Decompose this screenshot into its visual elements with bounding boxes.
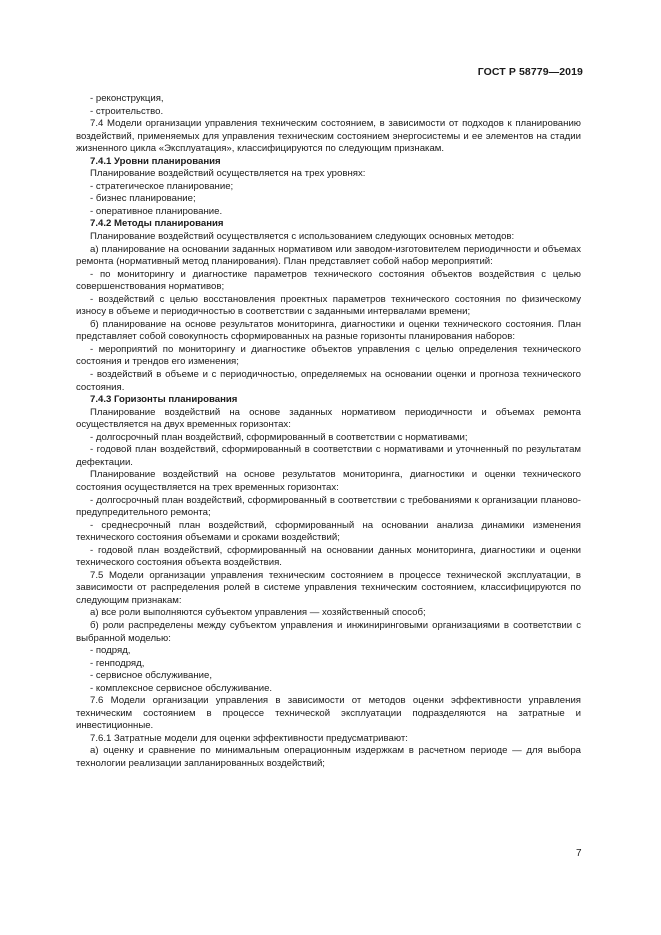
list-item: - долгосрочный план воздействий, сформированный в соответствии с требованиями к организации планово-предупредительного ремонта; bbox=[76, 494, 581, 519]
list-item: - воздействий в объеме и с периодичностью, определяемых на основании оценки и прогноза технического состояния. bbox=[76, 369, 581, 393]
list-item: - долгосрочный план воздействий, сформированный в соответствии с нормативами; bbox=[90, 431, 468, 443]
paragraph: Планирование воздействий на основе результатов мониторинга, диагностики и оценки технического состояния осуществляется на трех временных горизонтах: bbox=[76, 469, 581, 493]
section-heading: 7.4.1 Уровни планирования bbox=[90, 155, 221, 167]
paragraph: 7.5 Модели организации управления техническим состоянием в процессе технической эксплуатации, в зависимости от распределения ролей в системе управления техническим состоянием, классифицируются по следующим признакам: bbox=[76, 569, 581, 606]
paragraph: Планирование воздействий осуществляется с использованием следующих основных методов: bbox=[90, 231, 515, 243]
paragraph: 7.6 Модели организации управления в зависимости от методов оценки эффективности управления техническим состоянием в процессе технической эксплуатации подразделяются на затратные и инвестиционные. bbox=[76, 695, 581, 732]
list-item: - годовой план воздействий, сформированный на основании данных мониторинга, диагностики и оценки технического состояния объекта воздействия. bbox=[76, 544, 581, 569]
list-item: - среднесрочный план воздействий, сформированный на основании анализа динамики изменения технического состояния объемами и сроками воздействий; bbox=[76, 519, 581, 544]
list-item: - генподряд, bbox=[90, 657, 145, 669]
list-item: - бизнес планирование; bbox=[90, 193, 196, 205]
paragraph: Планирование воздействий на основе заданных нормативом периодичности и объемах ремонта осуществляется на двух временных горизонтах: bbox=[76, 406, 581, 431]
list-item: - по мониторингу и диагностике параметров технического состояния объектов воздействия с целью совершенствования нормативов; bbox=[76, 268, 581, 293]
paragraph: а) планирование на основании заданных нормативом или заводом-изготовителем периодичности и объемах ремонта (нормативный метод планирования). План представляет собой набор мероприятий: bbox=[76, 243, 581, 268]
paragraph: а) оценку и сравнение по минимальным операционным издержкам в расчетном периоде — для выбора технологии реализации запланированных воздействий; bbox=[76, 745, 581, 769]
list-item: - строительство. bbox=[90, 105, 164, 117]
section-heading: 7.4.2 Методы планирования bbox=[90, 218, 224, 230]
page-number: 7 bbox=[576, 848, 582, 859]
document-code-header: ГОСТ Р 58779—2019 bbox=[477, 66, 583, 78]
list-item: - реконструкция, bbox=[90, 93, 164, 104]
section-heading: 7.4.3 Горизонты планирования bbox=[90, 394, 238, 406]
list-item: - мероприятий по мониторингу и диагностике объектов управления с целью определения технического состояния и трендов его изменения; bbox=[76, 343, 581, 368]
paragraph: Планирование воздействий осуществляется на трех уровнях: bbox=[90, 168, 366, 180]
list-item: - воздействий с целью восстановления проектных параметров технического состояния по физическому износу в объеме и периодичностью в соответствии с заданными интервалами времени; bbox=[76, 293, 581, 318]
list-item: - оперативное планирование. bbox=[90, 205, 223, 217]
list-item: - сервисное обслуживание, bbox=[90, 670, 212, 682]
paragraph: б) роли распределены между субъектом управления и инжиниринговыми организациями в соответствии с выбранной моделью: bbox=[76, 619, 581, 644]
list-item: - годовой план воздействий, сформированный в соответствии с нормативами и уточненный по результатам дефектации. bbox=[76, 444, 581, 468]
paragraph: а) все роли выполняются субъектом управления — хозяйственный способ; bbox=[90, 607, 426, 619]
paragraph: 7.6.1 Затратные модели для оценки эффективности предусматривают: bbox=[90, 732, 408, 744]
paragraph: б) планирование на основе результатов мониторинга, диагностики и оценки технического состояния. План представляет собой совокупность сформированных на разные горизонты планирования наборов: bbox=[76, 318, 581, 343]
list-item: - комплексное сервисное обслуживание. bbox=[90, 682, 273, 694]
paragraph: 7.4 Модели организации управления техническим состоянием, в зависимости от подходов к планированию воздействий, применяемых для управления техническим состоянием энергосистемы и ее элементов на стадии жизненного цикла «Эксплуатация», классифицируются по следующим признакам. bbox=[76, 118, 581, 155]
list-item: - стратегическое планирование; bbox=[90, 180, 234, 192]
document-body bbox=[76, 93, 581, 771]
list-item: - подряд, bbox=[90, 645, 131, 657]
